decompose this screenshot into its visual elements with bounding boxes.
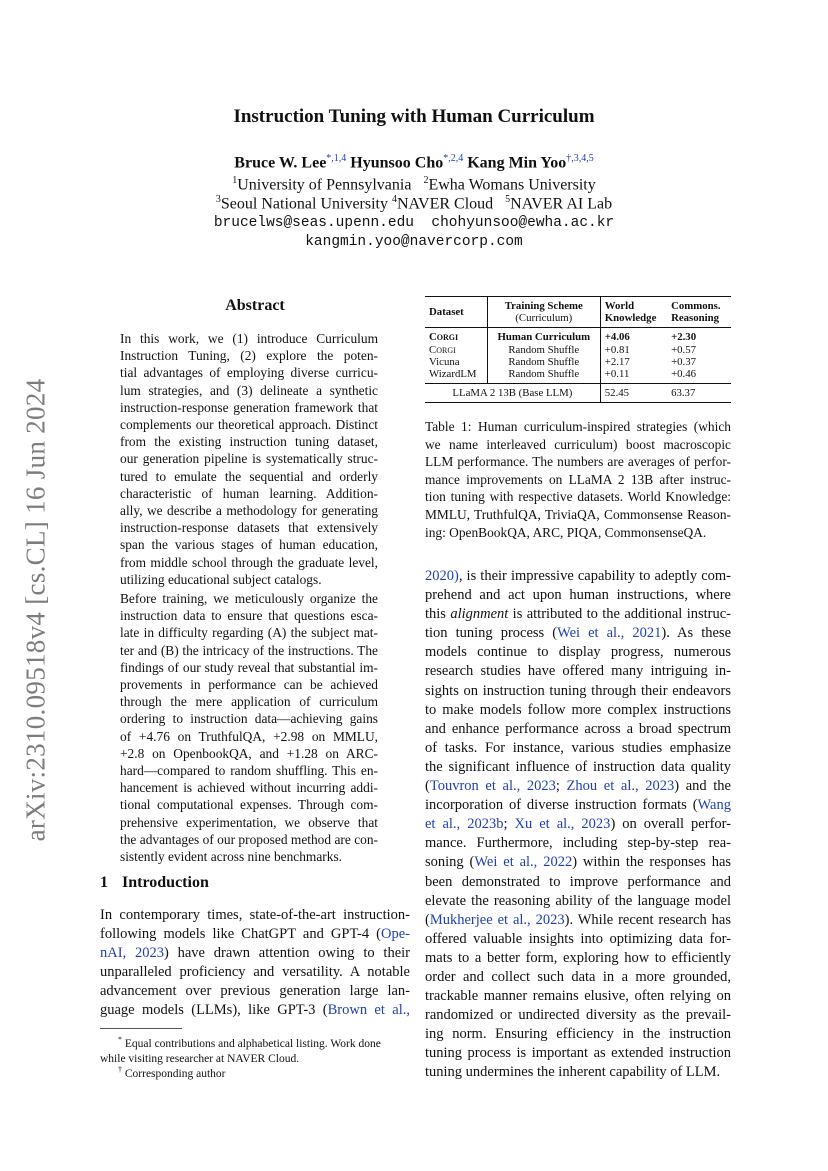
cell-commonsense: +0.46 bbox=[671, 368, 697, 381]
citation-link[interactable]: Wang bbox=[697, 797, 731, 814]
cell-dataset: Corgi bbox=[425, 344, 487, 356]
text-line: ing norm. Ensuring efficiency in the instruction bbox=[425, 1026, 731, 1043]
text-line: soning (Wei et al., 2022) within the responses has bbox=[425, 854, 732, 871]
text-line: provements in performance can be achieved bbox=[120, 677, 378, 693]
text-line: models continue to display progress, numerous bbox=[425, 644, 731, 661]
author-name: Bruce W. Lee bbox=[234, 154, 327, 172]
affiliation-name: NAVER Cloud bbox=[397, 195, 494, 213]
header-world-knowledge: World Knowledge bbox=[604, 300, 657, 325]
affiliation-line bbox=[0, 194, 828, 213]
author-marks: †,3,4,5 bbox=[566, 153, 594, 164]
text-line: order and collect such data in a more grounded, bbox=[425, 968, 731, 985]
text-line: LLM performance. The numbers are averages of perfor- bbox=[425, 454, 731, 470]
cell-world-knowledge: 52.45 bbox=[604, 387, 630, 400]
header-commonsense: Commons. Reasoning bbox=[671, 300, 721, 325]
text-line: et al., 2023b; Xu et al., 2023) on overall perfor- bbox=[425, 816, 732, 833]
text-line: Before training, we meticulously organize the bbox=[120, 591, 378, 606]
author-list bbox=[0, 153, 828, 172]
affiliation-number: 1 bbox=[232, 175, 238, 186]
text-line: findings of our study reveal that substantial im- bbox=[120, 659, 378, 675]
text-line: In contemporary times, state-of-the-art instruction- bbox=[100, 907, 410, 923]
text-line: tional computational expenses. Through com- bbox=[120, 797, 378, 813]
citation-link[interactable]: Wei et al., 2021 bbox=[557, 625, 662, 642]
intro-paragraph-right bbox=[425, 567, 731, 1083]
footnote-rule bbox=[100, 1028, 182, 1029]
text-line: instruction data to ensure that questions esca- bbox=[120, 608, 378, 624]
results-table bbox=[425, 296, 731, 403]
text-line: trackable manner remains elusive, often relying on bbox=[425, 988, 731, 1005]
abstract-heading: Abstract bbox=[225, 297, 285, 314]
author-name: Hyunsoo Cho bbox=[350, 154, 444, 172]
text-line: prehend and act upon human instructions, where bbox=[425, 587, 731, 604]
text-line: ing: OpenBookQA, ARC, PIQA, CommonsenseQA. bbox=[425, 524, 707, 540]
text-line: hancement is achieved without incurring addi- bbox=[120, 780, 378, 796]
text-line: Table 1: Human curriculum-inspired strategies (which bbox=[425, 419, 731, 434]
citation-link[interactable]: Ope- bbox=[381, 926, 410, 943]
cell-scheme: Random Shuffle bbox=[487, 356, 600, 368]
section-title: Introduction bbox=[122, 874, 209, 891]
text-line: tured to emulate the sequential and orderly bbox=[120, 468, 378, 484]
affiliation-number: 2 bbox=[423, 175, 429, 186]
cell-scheme: Random Shuffle bbox=[487, 344, 600, 356]
cell-dataset: Corgi bbox=[425, 328, 487, 344]
text-line: tuning undermines the inherent capability of LLM. bbox=[425, 1064, 721, 1081]
paper-title: Instruction Tuning with Human Curriculum bbox=[233, 106, 595, 127]
text-line: complements our theoretical approach. Distinct bbox=[120, 417, 378, 433]
cell-dataset: WizardLM bbox=[425, 368, 487, 384]
text-line: (Mukherjee et al., 2023). While recent research has bbox=[425, 911, 731, 928]
affiliation-number: 4 bbox=[392, 194, 397, 205]
author-email[interactable]: kangmin.yoo@navercorp.com bbox=[305, 234, 523, 250]
cell-base-model: LLaMA 2 13B (Base LLM) bbox=[425, 384, 600, 403]
text-line: advancement over previous generation large lan- bbox=[100, 983, 410, 1000]
text-line: from the existing instruction tuning dataset, bbox=[120, 434, 378, 450]
section-number: 1 bbox=[100, 874, 108, 891]
footnote-mark: † bbox=[118, 1065, 122, 1074]
emphasized-term: alignment bbox=[450, 606, 509, 623]
text-line: to make models follow more complex instructions bbox=[425, 701, 731, 718]
abstract-paragraph bbox=[120, 330, 378, 588]
text-line: guage models (LLMs), like GPT-3 (Brown et al., bbox=[100, 1002, 410, 1019]
table-base-row bbox=[425, 384, 731, 403]
cell-world-knowledge: +4.06 bbox=[604, 331, 630, 344]
text-line: span the various stages of human education, bbox=[120, 537, 378, 553]
text-line: tial advantages of employing diverse curricu- bbox=[120, 365, 378, 381]
author-marks: *,2,4 bbox=[443, 153, 464, 164]
text-line: tuning process is important as extended instruction bbox=[425, 1045, 731, 1062]
header-training-scheme: Training Scheme (Curriculum) bbox=[487, 297, 600, 328]
text-line: unparalleled proficiency and versatility. A notable bbox=[100, 964, 410, 981]
text-line: of +4.76 on TruthfulQA, +2.98 on MMLU, bbox=[120, 728, 378, 744]
text-line: incorporation of diverse instruction formats (Wang bbox=[425, 797, 731, 814]
text-line: we name interleaved curriculum) boost macroscopic bbox=[425, 436, 731, 452]
table-row bbox=[425, 328, 731, 344]
text-line: 2020), is their impressive capability to adeptly com- bbox=[425, 568, 731, 584]
text-line: lum strategies, and (3) delineate a synthetic bbox=[120, 382, 378, 398]
text-line: tion tuning process (Wei et al., 2021). As these bbox=[425, 625, 732, 642]
cell-scheme: Human Curriculum bbox=[487, 328, 600, 344]
text-line: mats to a better form, exploring how to efficiently bbox=[425, 949, 731, 966]
text-line: In this work, we (1) introduce Curriculum bbox=[120, 331, 378, 346]
text-line: our generation pipeline is systematically struc- bbox=[120, 451, 378, 467]
text-line: hard—compared to random shuffling. This en- bbox=[120, 763, 378, 779]
table-row bbox=[425, 344, 731, 356]
footnote: † Corresponding author bbox=[118, 1065, 226, 1080]
text-line: randomized or undirected diversity as the prevail- bbox=[425, 1007, 731, 1024]
affiliation-number: 5 bbox=[505, 194, 511, 205]
intro-paragraph-left bbox=[100, 906, 410, 1021]
citation-link[interactable]: et al., 2023b bbox=[425, 816, 504, 833]
cell-world-knowledge: +0.81 bbox=[604, 343, 630, 356]
text-line: mance improvements on LLaMA 2 13B after instruc- bbox=[425, 471, 731, 487]
arxiv-identifier: arXiv:2310.09518v4 [cs.CL] 16 Jun 2024 bbox=[20, 378, 51, 842]
citation-link[interactable]: Touvron et al., 2023 bbox=[429, 778, 556, 795]
text-line: mance. Furthermore, including step-by-step rea- bbox=[425, 835, 731, 852]
cell-commonsense: 63.37 bbox=[671, 387, 696, 400]
affiliation-name: Ewha Womans University bbox=[428, 176, 596, 194]
cell-world-knowledge: +0.11 bbox=[604, 368, 630, 381]
text-line: the significant influence of instruction data quality bbox=[425, 758, 731, 775]
text-line: ter and (B) the intricacy of the instructions. The bbox=[120, 642, 378, 658]
author-email[interactable]: chohyunsoo@ewha.ac.kr bbox=[431, 215, 615, 231]
text-line: of tasks. For instance, various studies emphasize bbox=[425, 739, 731, 756]
author-marks: *,1,4 bbox=[326, 153, 347, 164]
cell-commonsense: +0.57 bbox=[671, 343, 697, 356]
header-dataset: Dataset bbox=[425, 297, 487, 328]
citation-link[interactable]: Zhou et al., 2023 bbox=[566, 778, 675, 795]
text-line: late in difficulty regarding (A) the subject mat- bbox=[120, 625, 378, 641]
text-line: nAI, 2023) have drawn attention owing to their bbox=[100, 945, 410, 962]
author-email[interactable]: brucelws@seas.upenn.edu bbox=[213, 215, 414, 231]
email-line bbox=[0, 215, 828, 231]
text-line: +2.8 on OpenbookQA, and +1.28 on ARC- bbox=[120, 745, 378, 761]
text-line: through the mere application of curriculum bbox=[120, 694, 378, 710]
text-line: sights on instruction tuning through their endeavors bbox=[425, 682, 731, 699]
affiliation-name: University of Pennsylvania bbox=[237, 176, 412, 194]
citation-link[interactable]: 2020) bbox=[425, 568, 459, 584]
author-name: Kang Min Yoo bbox=[467, 154, 567, 172]
table-row bbox=[425, 356, 731, 368]
affiliation-number: 3 bbox=[215, 194, 221, 205]
footnote: * Equal contributions and alphabetical listing. Work done while visiting researcher at NAVER Cloud. bbox=[100, 1035, 381, 1065]
text-line: the advantages of our proposed method are con- bbox=[120, 831, 378, 847]
text-line: and enhance performance across a broad spectrum bbox=[425, 720, 731, 737]
affiliation-name: Seoul National University bbox=[220, 195, 388, 213]
citation-link[interactable]: Xu et al., 2023 bbox=[514, 816, 611, 833]
text-line: research studies have offered many intriguing in- bbox=[425, 663, 731, 680]
cell-world-knowledge: +2.17 bbox=[604, 355, 630, 368]
text-line: characteristic of human learning. Addition- bbox=[120, 485, 378, 501]
cell-commonsense: +0.37 bbox=[671, 355, 697, 368]
table-header-row bbox=[425, 297, 731, 328]
text-line: prehensive experimentation, we observe that bbox=[120, 814, 378, 830]
text-line: elevate the reasoning ability of the language model bbox=[425, 892, 731, 909]
text-line: instruction-response generation framework that bbox=[120, 399, 378, 415]
text-line: this alignment is attributed to the additional instruc- bbox=[425, 606, 731, 623]
table-caption bbox=[425, 418, 731, 541]
text-line: tion tuning with respective datasets. World Knowledge: bbox=[425, 489, 731, 505]
cell-dataset: Vicuna bbox=[425, 356, 487, 368]
text-line: (Touvron et al., 2023; Zhou et al., 2023) and the bbox=[425, 778, 731, 795]
affiliation-line bbox=[0, 175, 828, 194]
text-line: been demonstrated to improve performance and bbox=[425, 873, 731, 890]
text-line: following models like ChatGPT and GPT-4 (Ope- bbox=[100, 926, 410, 943]
citation-link[interactable]: Brown et al., bbox=[327, 1002, 410, 1019]
text-line: MMLU, TruthfulQA, TriviaQA, Commonsense Reason- bbox=[425, 506, 731, 522]
affiliation-name: NAVER AI Lab bbox=[510, 195, 613, 213]
citation-link[interactable]: Mukherjee et al., 2023 bbox=[429, 911, 565, 928]
text-line: offered valuable insights into optimizing data for- bbox=[425, 930, 731, 947]
text-line: sistently evident across nine benchmarks. bbox=[120, 849, 343, 865]
cell-scheme: Random Shuffle bbox=[487, 368, 600, 384]
citation-link[interactable]: nAI, 2023 bbox=[100, 945, 164, 962]
email-line bbox=[0, 234, 828, 250]
text-line: utilizing educational subject catalogs. bbox=[120, 571, 322, 587]
cell-commonsense: +2.30 bbox=[671, 331, 697, 344]
text-line: ordering to instruction data—achieving gains bbox=[120, 711, 378, 727]
table-row bbox=[425, 368, 731, 384]
text-line: instruction-response datasets that extensively bbox=[120, 520, 378, 536]
text-line: from middle school through the graduate level, bbox=[120, 554, 378, 570]
section-heading bbox=[100, 874, 223, 892]
text-line: ally, we describe a methodology for generating bbox=[120, 503, 378, 519]
abstract-paragraph bbox=[120, 590, 378, 865]
footnote-mark: * bbox=[118, 1035, 122, 1044]
text-line: Instruction Tuning, (2) explore the poten- bbox=[120, 348, 378, 364]
citation-link[interactable]: Wei et al., 2022 bbox=[474, 854, 573, 871]
